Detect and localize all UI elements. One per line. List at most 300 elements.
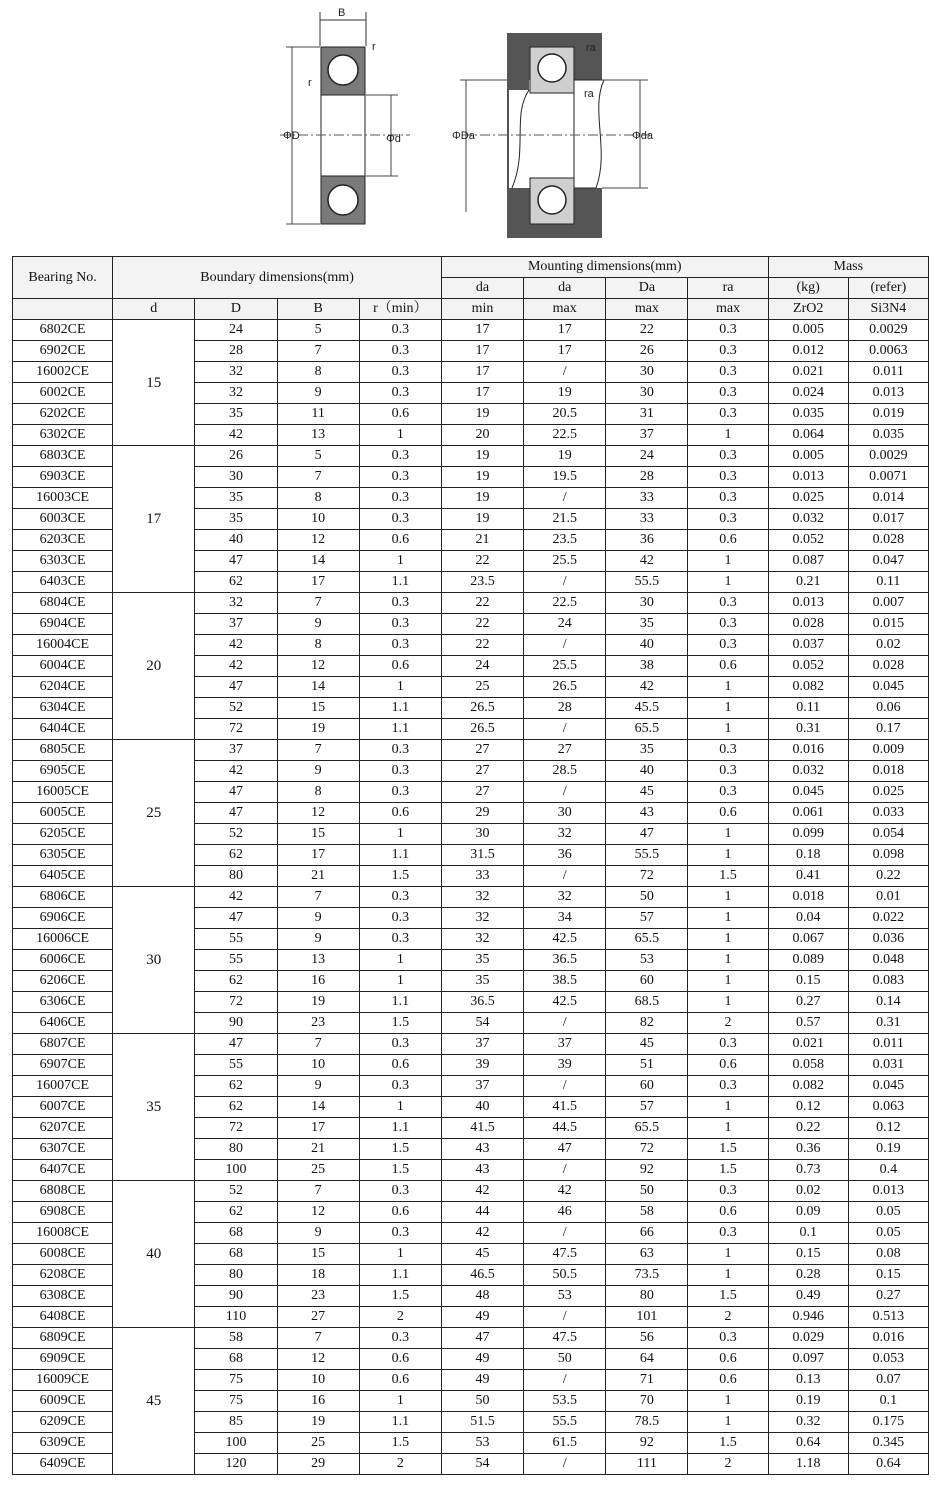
cell-da-max: 22.5 (524, 425, 606, 446)
cell-Da-max: 73.5 (606, 1265, 688, 1286)
cell-D: 47 (195, 1034, 277, 1055)
cell-Da-max: 58 (606, 1202, 688, 1223)
bearing-spec-table (12, 256, 929, 1475)
cell-model: 16005CE (13, 782, 113, 803)
cell-model: 6307CE (13, 1139, 113, 1160)
cell-mass-si3n4: 0.02 (848, 635, 928, 656)
cell-D: 85 (195, 1412, 277, 1433)
cell-da-max: 50.5 (524, 1265, 606, 1286)
cell-da-min: 45 (441, 1244, 523, 1265)
cell-mass-si3n4: 0.0029 (848, 446, 928, 467)
cell-model: 6205CE (13, 824, 113, 845)
cell-da-max: 36.5 (524, 950, 606, 971)
cell-ra-max: 1 (688, 950, 768, 971)
cell-mass-zro2: 0.57 (768, 1013, 848, 1034)
cell-da-max: 34 (524, 908, 606, 929)
cell-r-min: 0.3 (359, 1223, 441, 1244)
cell-model: 6906CE (13, 908, 113, 929)
header-max-2: max (606, 299, 688, 320)
cell-B: 12 (277, 656, 359, 677)
cell-mass-zro2: 0.946 (768, 1307, 848, 1328)
cell-B: 7 (277, 467, 359, 488)
cell-B: 10 (277, 1055, 359, 1076)
cell-r-min: 1.1 (359, 1118, 441, 1139)
cell-mass-zro2: 0.018 (768, 887, 848, 908)
cell-model: 6006CE (13, 950, 113, 971)
cell-mass-zro2: 0.02 (768, 1181, 848, 1202)
cell-ra-max: 0.3 (688, 404, 768, 425)
cell-Da-max: 60 (606, 1076, 688, 1097)
cell-r-min: 0.6 (359, 1370, 441, 1391)
cell-D: 32 (195, 593, 277, 614)
cell-da-max: 24 (524, 614, 606, 635)
cell-da-min: 22 (441, 635, 523, 656)
cell-mass-zro2: 0.032 (768, 761, 848, 782)
cell-D: 90 (195, 1286, 277, 1307)
cell-r-min: 0.3 (359, 908, 441, 929)
header-Da-max: Da (606, 278, 688, 299)
cell-mass-zro2: 0.024 (768, 383, 848, 404)
cell-Da-max: 71 (606, 1370, 688, 1391)
cell-mass-zro2: 0.005 (768, 446, 848, 467)
cell-da-min: 25 (441, 677, 523, 698)
cell-D: 26 (195, 446, 277, 467)
cell-model: 16006CE (13, 929, 113, 950)
cell-da-min: 30 (441, 824, 523, 845)
cell-da-min: 19 (441, 467, 523, 488)
cell-mass-zro2: 0.029 (768, 1328, 848, 1349)
cell-D: 100 (195, 1160, 277, 1181)
cell-B: 19 (277, 992, 359, 1013)
cell-B: 15 (277, 824, 359, 845)
cell-mass-si3n4: 0.033 (848, 803, 928, 824)
cell-D: 37 (195, 614, 277, 635)
bearing-section-drawing (280, 7, 410, 224)
cell-da-max: / (524, 1223, 606, 1244)
cell-Da-max: 33 (606, 509, 688, 530)
cell-Da-max: 92 (606, 1160, 688, 1181)
cell-model: 6802CE (13, 320, 113, 341)
cell-mass-zro2: 0.64 (768, 1433, 848, 1454)
cell-da-max: 17 (524, 320, 606, 341)
cell-mass-zro2: 0.097 (768, 1349, 848, 1370)
cell-model: 6808CE (13, 1181, 113, 1202)
cell-B: 7 (277, 887, 359, 908)
cell-ra-max: 1 (688, 887, 768, 908)
cell-r-min: 0.6 (359, 530, 441, 551)
cell-D: 32 (195, 362, 277, 383)
cell-mass-si3n4: 0.025 (848, 782, 928, 803)
cell-model: 6008CE (13, 1244, 113, 1265)
cell-Da-max: 72 (606, 866, 688, 887)
cell-D: 52 (195, 1181, 277, 1202)
cell-Da-max: 45 (606, 1034, 688, 1055)
cell-da-max: 36 (524, 845, 606, 866)
cell-da-max: 38.5 (524, 971, 606, 992)
cell-ra-max: 1 (688, 425, 768, 446)
cell-mass-zro2: 0.18 (768, 845, 848, 866)
cell-da-min: 26.5 (441, 698, 523, 719)
cell-B: 9 (277, 929, 359, 950)
cell-D: 24 (195, 320, 277, 341)
cell-da-max: 28.5 (524, 761, 606, 782)
cell-ra-max: 0.3 (688, 362, 768, 383)
cell-mass-zro2: 0.089 (768, 950, 848, 971)
cell-B: 9 (277, 614, 359, 635)
cell-r-min: 0.3 (359, 446, 441, 467)
cell-bore-d: 35 (113, 1034, 195, 1181)
cell-mass-si3n4: 0.08 (848, 1244, 928, 1265)
cell-B: 25 (277, 1160, 359, 1181)
cell-ra-max: 0.3 (688, 488, 768, 509)
cell-model: 6909CE (13, 1349, 113, 1370)
cell-mass-si3n4: 0.031 (848, 1055, 928, 1076)
cell-da-max: / (524, 1013, 606, 1034)
cell-r-min: 1.1 (359, 992, 441, 1013)
cell-B: 15 (277, 1244, 359, 1265)
cell-B: 8 (277, 782, 359, 803)
cell-r-min: 0.3 (359, 782, 441, 803)
cell-da-max: / (524, 719, 606, 740)
cell-Da-max: 56 (606, 1328, 688, 1349)
cell-D: 75 (195, 1370, 277, 1391)
cell-Da-max: 35 (606, 614, 688, 635)
cell-da-min: 24 (441, 656, 523, 677)
cell-mass-zro2: 0.016 (768, 740, 848, 761)
cell-model: 16002CE (13, 362, 113, 383)
cell-r-min: 0.3 (359, 887, 441, 908)
cell-Da-max: 57 (606, 908, 688, 929)
table-row (13, 887, 929, 908)
cell-da-min: 27 (441, 740, 523, 761)
cell-D: 42 (195, 635, 277, 656)
cell-D: 62 (195, 572, 277, 593)
table-row (13, 1034, 929, 1055)
cell-da-max: 21.5 (524, 509, 606, 530)
cell-B: 7 (277, 593, 359, 614)
cell-r-min: 1.5 (359, 1286, 441, 1307)
cell-D: 28 (195, 341, 277, 362)
cell-ra-max: 0.6 (688, 656, 768, 677)
cell-mass-zro2: 0.052 (768, 656, 848, 677)
cell-mass-si3n4: 0.045 (848, 1076, 928, 1097)
header-bearing-no: Bearing No. (13, 257, 113, 299)
cell-mass-zro2: 0.005 (768, 320, 848, 341)
cell-mass-zro2: 0.032 (768, 509, 848, 530)
table-row (13, 1181, 929, 1202)
cell-ra-max: 0.3 (688, 467, 768, 488)
cell-da-min: 31.5 (441, 845, 523, 866)
cell-Da-max: 80 (606, 1286, 688, 1307)
cell-ra-max: 0.3 (688, 614, 768, 635)
cell-da-min: 40 (441, 1097, 523, 1118)
cell-mass-zro2: 0.73 (768, 1160, 848, 1181)
cell-r-min: 0.3 (359, 341, 441, 362)
cell-mass-zro2: 0.045 (768, 782, 848, 803)
cell-da-max: 23.5 (524, 530, 606, 551)
cell-Da-max: 92 (606, 1433, 688, 1454)
cell-mass-si3n4: 0.0063 (848, 341, 928, 362)
cell-model: 6404CE (13, 719, 113, 740)
cell-mass-si3n4: 0.11 (848, 572, 928, 593)
cell-mass-zro2: 0.037 (768, 635, 848, 656)
cell-mass-si3n4: 0.053 (848, 1349, 928, 1370)
cell-da-min: 22 (441, 614, 523, 635)
cell-ra-max: 2 (688, 1307, 768, 1328)
cell-D: 42 (195, 887, 277, 908)
cell-mass-zro2: 0.025 (768, 488, 848, 509)
cell-ra-max: 0.3 (688, 1223, 768, 1244)
cell-Da-max: 55.5 (606, 572, 688, 593)
cell-da-min: 32 (441, 929, 523, 950)
cell-B: 17 (277, 845, 359, 866)
cell-model: 6306CE (13, 992, 113, 1013)
cell-mass-zro2: 0.052 (768, 530, 848, 551)
cell-da-max: 32 (524, 887, 606, 908)
table-row (13, 740, 929, 761)
cell-B: 13 (277, 950, 359, 971)
cell-da-max: / (524, 362, 606, 383)
cell-Da-max: 30 (606, 593, 688, 614)
cell-da-min: 32 (441, 908, 523, 929)
cell-r-min: 0.3 (359, 614, 441, 635)
cell-B: 9 (277, 1076, 359, 1097)
cell-mass-si3n4: 0.27 (848, 1286, 928, 1307)
cell-da-min: 23.5 (441, 572, 523, 593)
cell-mass-si3n4: 0.0071 (848, 467, 928, 488)
cell-D: 72 (195, 719, 277, 740)
cell-Da-max: 50 (606, 887, 688, 908)
cell-mass-zro2: 0.099 (768, 824, 848, 845)
cell-model: 6809CE (13, 1328, 113, 1349)
cell-model: 6805CE (13, 740, 113, 761)
cell-Da-max: 43 (606, 803, 688, 824)
label-outer-da: ΦDa (452, 130, 475, 142)
cell-r-min: 1.1 (359, 698, 441, 719)
cell-mass-si3n4: 0.1 (848, 1391, 928, 1412)
cell-r-min: 1.5 (359, 1433, 441, 1454)
cell-D: 72 (195, 1118, 277, 1139)
cell-r-min: 1 (359, 971, 441, 992)
cell-da-max: / (524, 572, 606, 593)
cell-mass-zro2: 0.22 (768, 1118, 848, 1139)
cell-model: 6807CE (13, 1034, 113, 1055)
cell-da-min: 22 (441, 551, 523, 572)
cell-da-max: 47.5 (524, 1328, 606, 1349)
cell-da-max: 47.5 (524, 1244, 606, 1265)
cell-da-max: 39 (524, 1055, 606, 1076)
cell-da-min: 19 (441, 488, 523, 509)
cell-mass-si3n4: 0.011 (848, 1034, 928, 1055)
cell-mass-si3n4: 0.018 (848, 761, 928, 782)
cell-D: 42 (195, 656, 277, 677)
cell-da-min: 49 (441, 1307, 523, 1328)
cell-ra-max: 0.3 (688, 509, 768, 530)
cell-model: 6206CE (13, 971, 113, 992)
cell-da-max: / (524, 866, 606, 887)
cell-Da-max: 38 (606, 656, 688, 677)
cell-ra-max: 1 (688, 1265, 768, 1286)
cell-da-min: 20 (441, 425, 523, 446)
cell-r-min: 0.3 (359, 635, 441, 656)
cell-model: 6405CE (13, 866, 113, 887)
cell-da-max: / (524, 1076, 606, 1097)
cell-r-min: 1.5 (359, 1160, 441, 1181)
cell-da-min: 29 (441, 803, 523, 824)
cell-da-max: / (524, 1160, 606, 1181)
table-row (13, 1328, 929, 1349)
cell-D: 68 (195, 1223, 277, 1244)
cell-model: 6408CE (13, 1307, 113, 1328)
cell-model: 16009CE (13, 1370, 113, 1391)
cell-B: 15 (277, 698, 359, 719)
label-r-top: r (372, 41, 376, 53)
header-min: min (441, 299, 523, 320)
cell-Da-max: 26 (606, 341, 688, 362)
cell-mass-si3n4: 0.036 (848, 929, 928, 950)
cell-r-min: 0.6 (359, 1349, 441, 1370)
cell-B: 16 (277, 971, 359, 992)
cell-ra-max: 1 (688, 719, 768, 740)
cell-B: 9 (277, 908, 359, 929)
cell-B: 8 (277, 362, 359, 383)
cell-da-min: 22 (441, 593, 523, 614)
cell-r-min: 1 (359, 425, 441, 446)
cell-D: 62 (195, 845, 277, 866)
cell-D: 47 (195, 803, 277, 824)
cell-B: 8 (277, 635, 359, 656)
cell-r-min: 1.1 (359, 719, 441, 740)
cell-model: 6903CE (13, 467, 113, 488)
cell-mass-zro2: 0.49 (768, 1286, 848, 1307)
cell-Da-max: 101 (606, 1307, 688, 1328)
cell-model: 6207CE (13, 1118, 113, 1139)
cell-r-min: 1 (359, 824, 441, 845)
cell-mass-zro2: 0.082 (768, 677, 848, 698)
cell-ra-max: 0.3 (688, 1181, 768, 1202)
cell-D: 47 (195, 908, 277, 929)
cell-Da-max: 50 (606, 1181, 688, 1202)
cell-da-max: 25.5 (524, 656, 606, 677)
cell-mass-si3n4: 0.048 (848, 950, 928, 971)
cell-da-max: 61.5 (524, 1433, 606, 1454)
cell-mass-si3n4: 0.028 (848, 530, 928, 551)
cell-model: 16004CE (13, 635, 113, 656)
cell-mass-zro2: 0.21 (768, 572, 848, 593)
cell-mass-si3n4: 0.028 (848, 656, 928, 677)
cell-D: 55 (195, 950, 277, 971)
cell-mass-si3n4: 0.17 (848, 719, 928, 740)
cell-model: 16003CE (13, 488, 113, 509)
cell-B: 5 (277, 446, 359, 467)
cell-mass-si3n4: 0.014 (848, 488, 928, 509)
cell-Da-max: 57 (606, 1097, 688, 1118)
header-zro2: ZrO2 (768, 299, 848, 320)
cell-model: 6003CE (13, 509, 113, 530)
cell-da-min: 44 (441, 1202, 523, 1223)
cell-ra-max: 1 (688, 1391, 768, 1412)
cell-da-min: 27 (441, 761, 523, 782)
cell-Da-max: 65.5 (606, 929, 688, 950)
cell-D: 55 (195, 929, 277, 950)
cell-Da-max: 64 (606, 1349, 688, 1370)
cell-r-min: 1.1 (359, 1265, 441, 1286)
cell-da-max: 42.5 (524, 992, 606, 1013)
cell-B: 14 (277, 1097, 359, 1118)
header-mass: Mass (768, 257, 928, 278)
cell-r-min: 2 (359, 1454, 441, 1475)
cell-model: 16007CE (13, 1076, 113, 1097)
cell-r-min: 0.3 (359, 383, 441, 404)
cell-B: 17 (277, 572, 359, 593)
cell-mass-si3n4: 0.063 (848, 1097, 928, 1118)
cell-mass-zro2: 0.13 (768, 1370, 848, 1391)
cell-mass-zro2: 0.035 (768, 404, 848, 425)
cell-D: 37 (195, 740, 277, 761)
cell-Da-max: 28 (606, 467, 688, 488)
cell-model: 6007CE (13, 1097, 113, 1118)
cell-D: 110 (195, 1307, 277, 1328)
header-max-3: max (688, 299, 768, 320)
cell-B: 8 (277, 488, 359, 509)
cell-mass-zro2: 0.021 (768, 1034, 848, 1055)
cell-ra-max: 0.3 (688, 341, 768, 362)
header-da-max: da (524, 278, 606, 299)
cell-Da-max: 33 (606, 488, 688, 509)
cell-B: 10 (277, 509, 359, 530)
cell-Da-max: 53 (606, 950, 688, 971)
cell-ra-max: 1 (688, 908, 768, 929)
cell-mass-zro2: 0.19 (768, 1391, 848, 1412)
cell-r-min: 0.3 (359, 362, 441, 383)
cell-ra-max: 1 (688, 1097, 768, 1118)
cell-Da-max: 55.5 (606, 845, 688, 866)
cell-ra-max: 1 (688, 677, 768, 698)
mounting-drawing (452, 33, 654, 238)
cell-ra-max: 0.3 (688, 446, 768, 467)
cell-da-min: 54 (441, 1013, 523, 1034)
cell-bore-d: 20 (113, 593, 195, 740)
cell-r-min: 0.3 (359, 1181, 441, 1202)
cell-mass-si3n4: 0.01 (848, 887, 928, 908)
cell-model: 6305CE (13, 845, 113, 866)
cell-da-min: 48 (441, 1286, 523, 1307)
label-inner-d: Φd (386, 133, 401, 145)
cell-Da-max: 78.5 (606, 1412, 688, 1433)
header-refer: (refer) (848, 278, 928, 299)
cell-da-max: 20.5 (524, 404, 606, 425)
cell-D: 30 (195, 467, 277, 488)
cell-B: 9 (277, 761, 359, 782)
cell-B: 16 (277, 1391, 359, 1412)
header-blank (13, 299, 113, 320)
cell-model: 6209CE (13, 1412, 113, 1433)
cell-model: 6303CE (13, 551, 113, 572)
cell-mass-zro2: 0.04 (768, 908, 848, 929)
cell-da-max: 50 (524, 1349, 606, 1370)
cell-Da-max: 42 (606, 551, 688, 572)
cell-D: 55 (195, 1055, 277, 1076)
cell-Da-max: 51 (606, 1055, 688, 1076)
cell-mass-si3n4: 0.05 (848, 1202, 928, 1223)
cell-mass-si3n4: 0.31 (848, 1013, 928, 1034)
cell-Da-max: 60 (606, 971, 688, 992)
cell-model: 6905CE (13, 761, 113, 782)
cell-da-max: / (524, 1307, 606, 1328)
cell-da-max: 19 (524, 446, 606, 467)
cell-da-max: 42 (524, 1181, 606, 1202)
cell-da-max: 47 (524, 1139, 606, 1160)
